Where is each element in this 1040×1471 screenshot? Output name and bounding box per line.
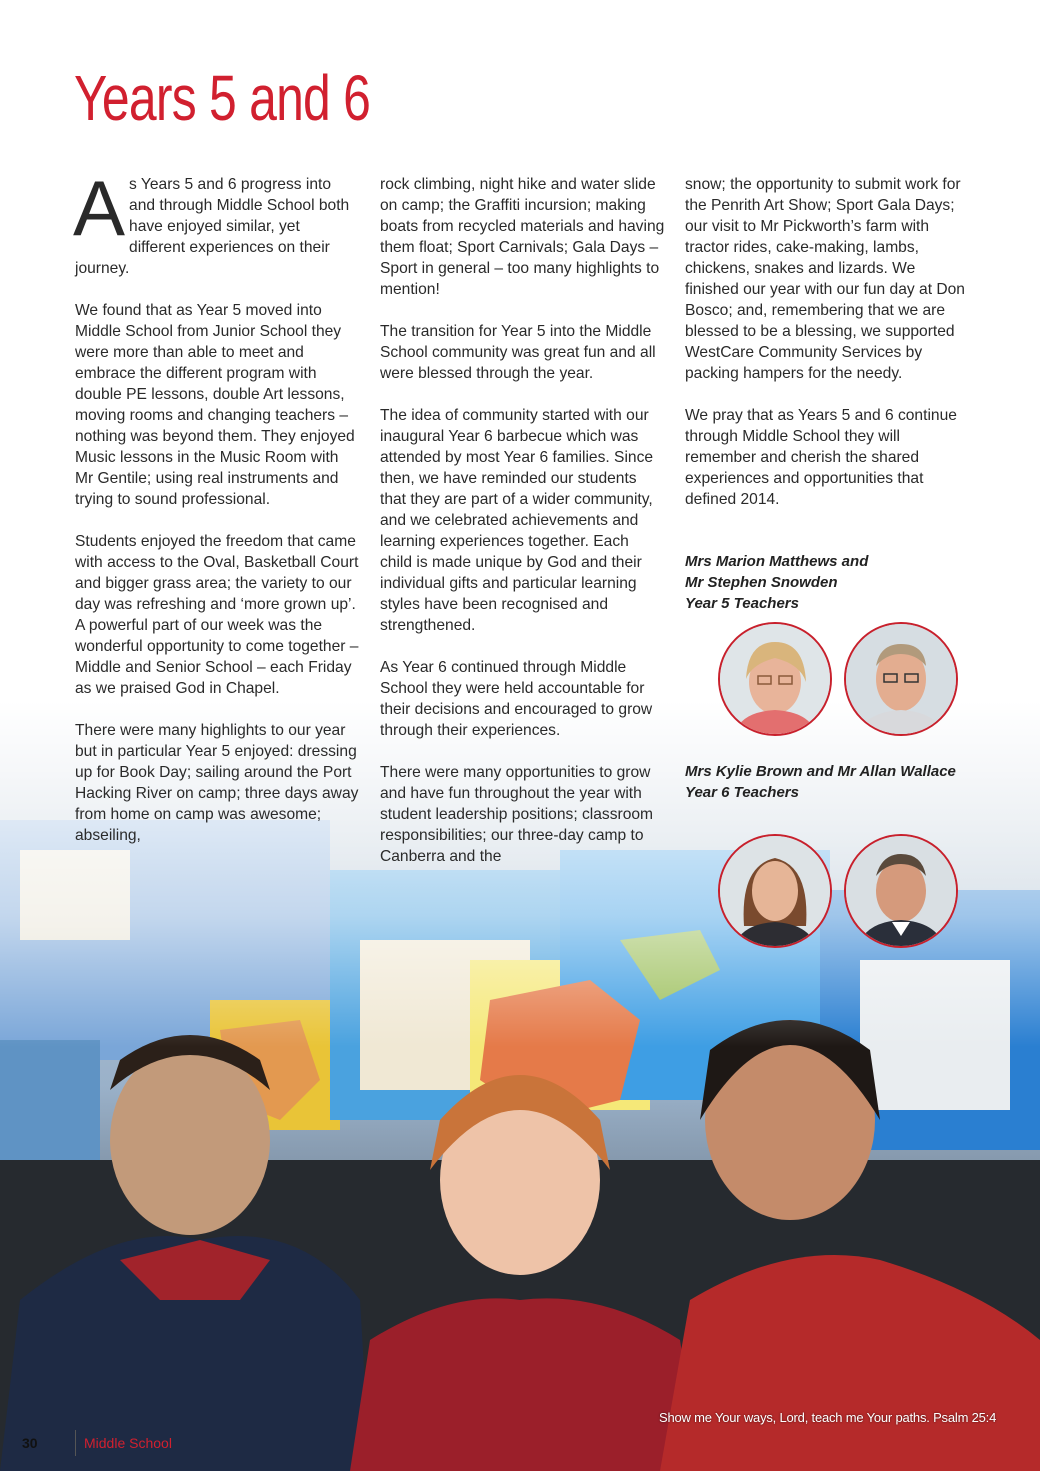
teacher-portrait-kylie-brown (718, 834, 832, 948)
teacher-portrait-allan-wallace (844, 834, 958, 948)
footer-divider (75, 1430, 76, 1456)
teacher-portrait-marion-matthews (718, 622, 832, 736)
paragraph: The transition for Year 5 into the Middle School community was great fun and all were blessed through the year. (380, 323, 656, 382)
footer-verse: Show me Your ways, Lord, teach me Your paths. Psalm 25:4 (659, 1410, 997, 1425)
article-column-1 (73, 164, 360, 867)
caption-line: Year 5 Teachers (685, 595, 799, 612)
paragraph: As Year 6 continued through Middle School they were held accountable for their decisions and encouraged to grow through their experiences. (380, 659, 653, 739)
paragraph: There were many highlights to our year but in particular Year 5 enjoyed: dressing up for Book Day; sailing around the Port Hacking River on camp; three days away from home on camp was awesome; abseiling, (75, 722, 359, 844)
paragraph: The idea of community started with our inaugural Year 6 barbecue which was attended by most Year 6 families. Since then, we have reminded our students that they are part of a wider community, and we celebrated achievements and learning experiences together. Each child is made unique by God and their individual gifts and particular learning styles have been recognised and strengthened. (380, 407, 654, 634)
article-column-3 (685, 174, 970, 531)
paragraph: snow; the opportunity to submit work for the Penrith Art Show; Sport Gala Days; our visit to Mr Pickworth’s farm with tractor rides, cake-making, lambs, chickens, snakes and lizards. We finished our year with our fun day at Don Bosco; and, remembering that we are blessed to be a blessing, we supported WestCare Community Services by packing hampers for the needy. (685, 176, 965, 382)
paragraph: We pray that as Years 5 and 6 continue through Middle School they will remember and cherish the shared experiences and opportunities that defined 2014. (685, 407, 957, 508)
year6-teachers-caption (685, 761, 956, 803)
caption-line: Mrs Kylie Brown and Mr Allan Wallace (685, 763, 956, 780)
paragraph: rock climbing, night hike and water slide on camp; the Graffiti incursion; making boats from recycled materials and having them float; Sport Carnivals; Gala Days – Sport in general – too many highlights to mention! (380, 176, 665, 298)
year5-teachers-caption (685, 551, 868, 614)
caption-line: Mrs Marion Matthews and (685, 553, 869, 570)
paragraph: We found that as Year 5 moved into Middle School from Junior School they were more than able to meet and embrace the different program with double PE lessons, double Art lessons, moving rooms and changing teachers – nothing was beyond them. They enjoyed Music lessons in the Music Room with Mr Gentile; using real instruments and trying to sound professional. (75, 302, 355, 508)
article-column-2 (380, 174, 665, 888)
paragraph: There were many opportunities to grow and have fun throughout the year with student leadership positions; classroom responsibilities; our three-day camp to Canberra and the (380, 764, 654, 865)
dropcap: A (73, 164, 126, 252)
page-number: 30 (22, 1435, 38, 1451)
teacher-portrait-stephen-snowden (844, 622, 958, 736)
caption-line: Mr Stephen Snowden (685, 574, 838, 591)
page-title: Years 5 and 6 (74, 62, 371, 134)
caption-line: Year 6 Teachers (685, 784, 799, 801)
paragraph (73, 164, 360, 279)
paragraph-text: s Years 5 and 6 progress into and through Middle School both have enjoyed similar, yet different experiences on their journey. (75, 176, 350, 277)
section-label: Middle School (84, 1435, 172, 1451)
paragraph: Students enjoyed the freedom that came with access to the Oval, Basketball Court and bigger grass area; the variety to our day was refreshing and ‘more grown up’. A powerful part of our week was the wonderful opportunity to come together – Middle and Senior School – each Friday as we praised God in Chapel. (75, 533, 359, 697)
